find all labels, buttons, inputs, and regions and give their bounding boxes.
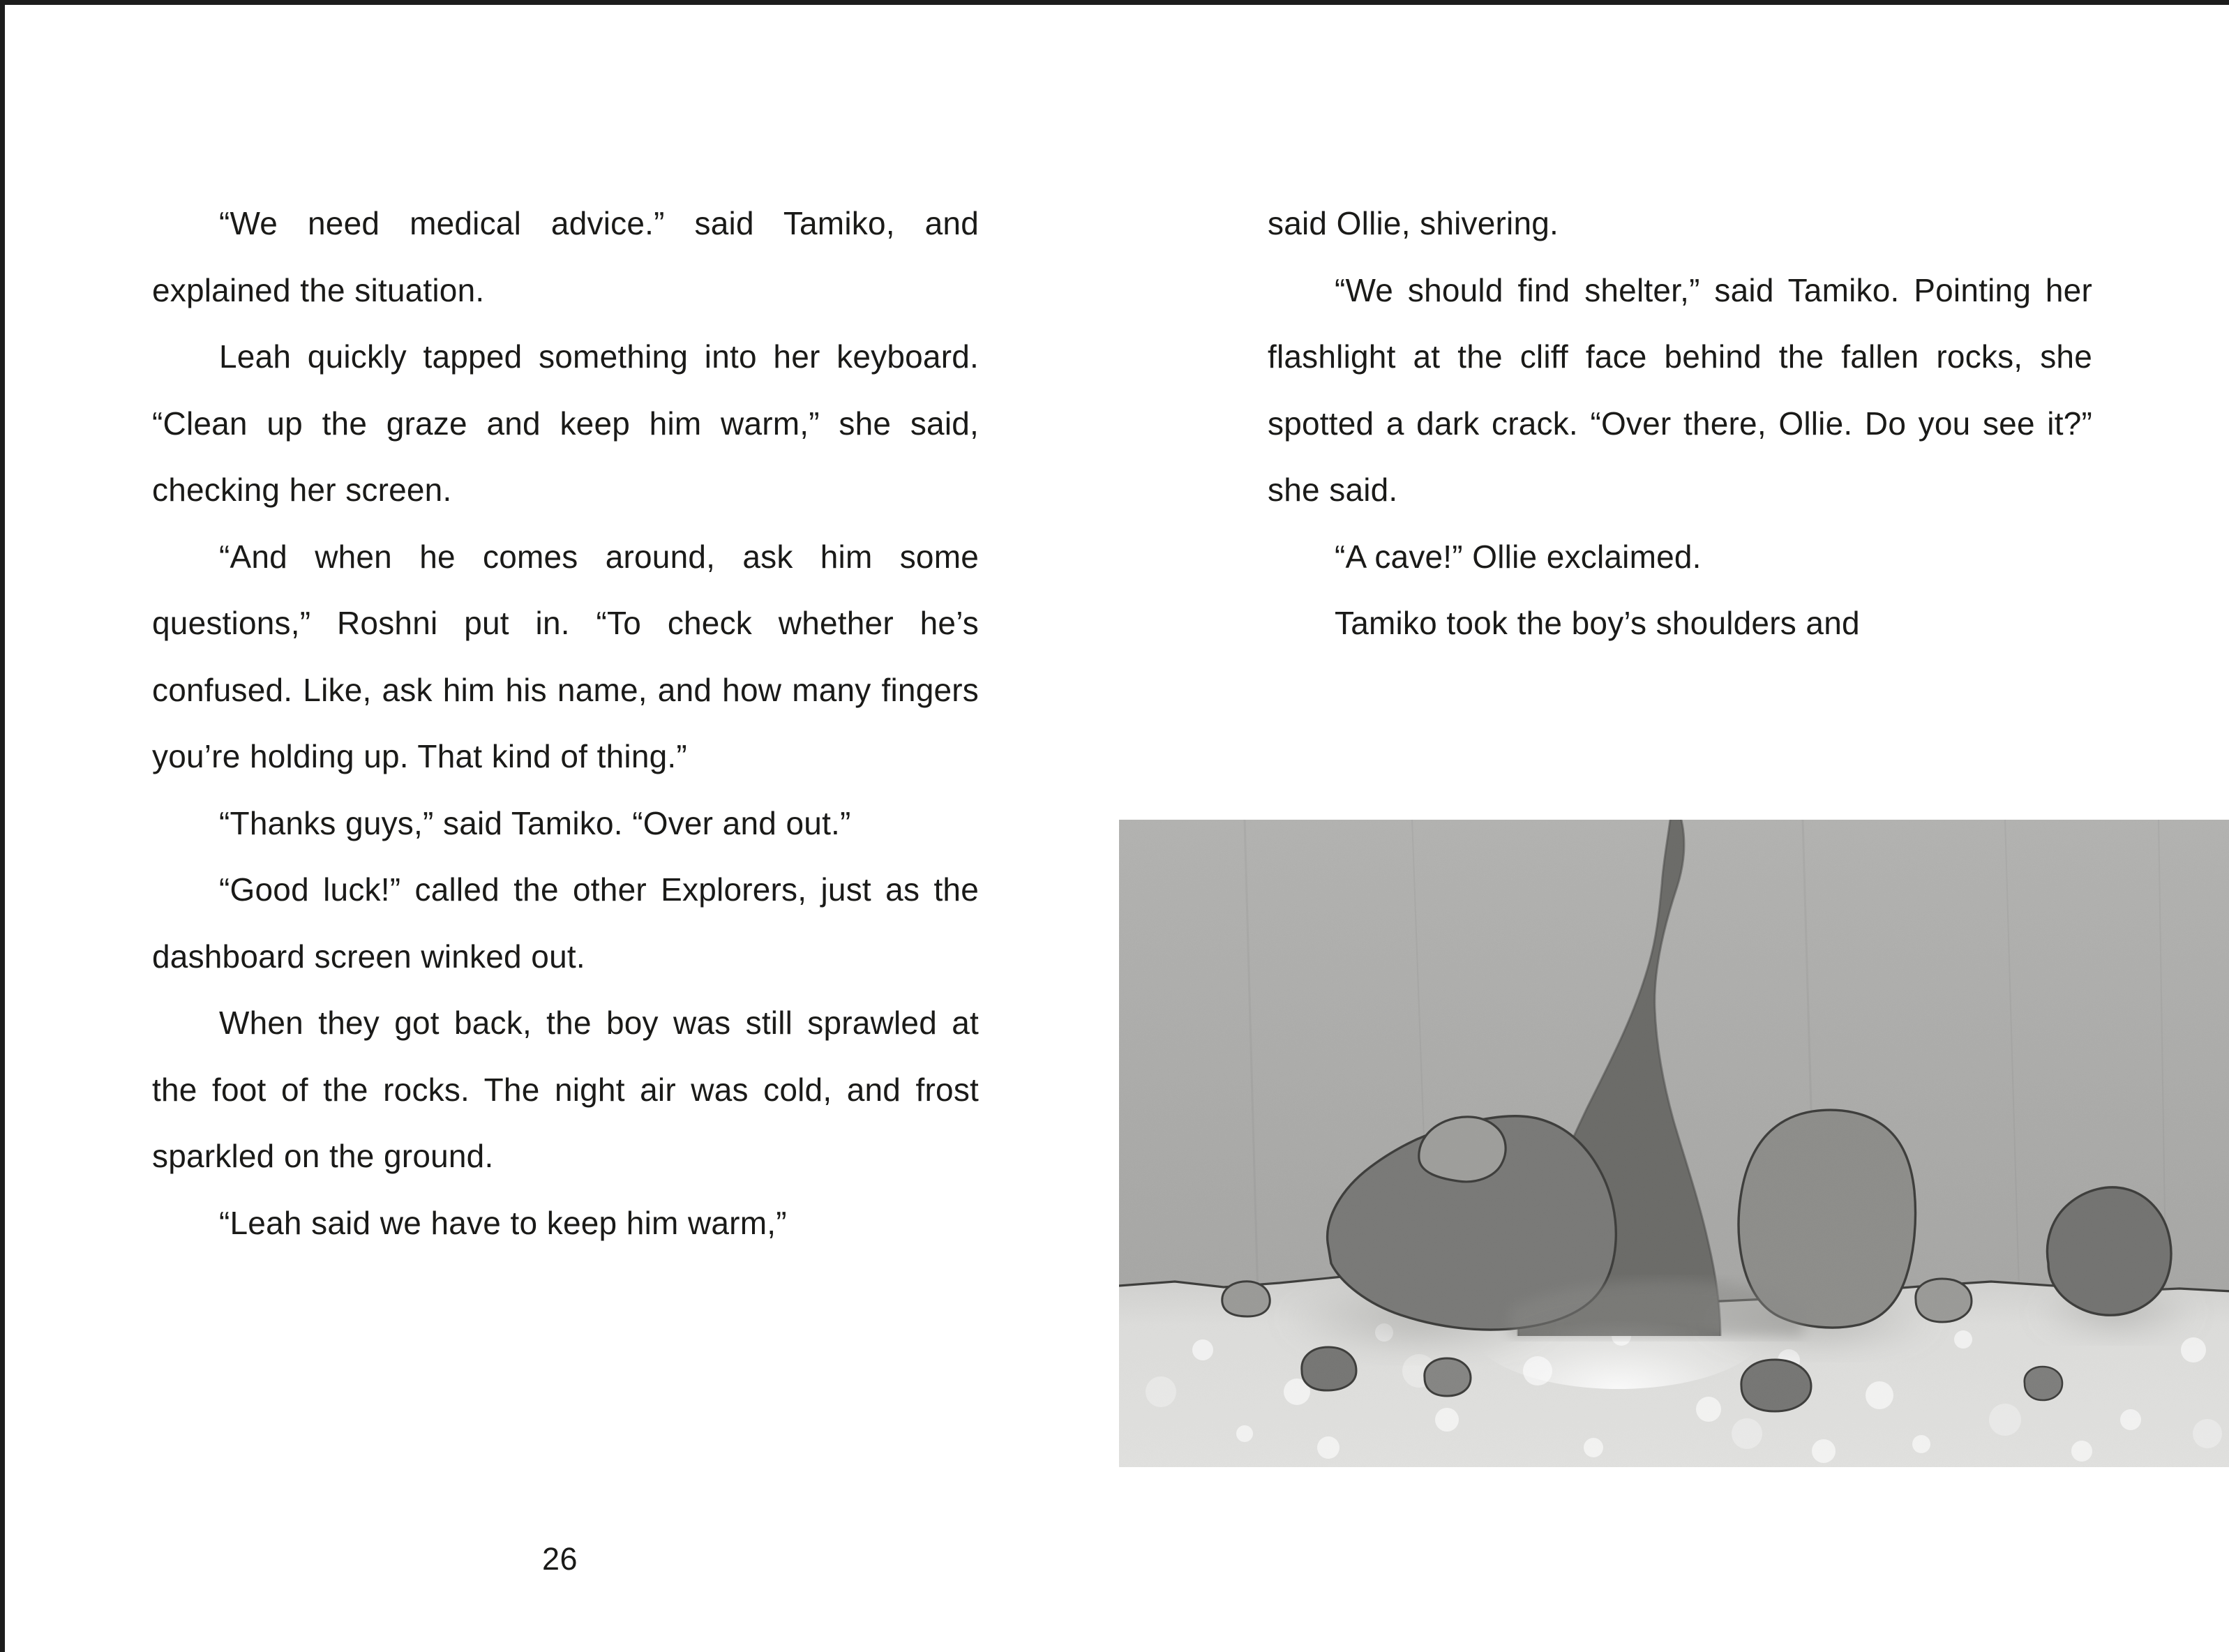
paragraph: When they got back, the boy was still sprawled at the foot of the rocks. The night air was cold, and frost sparkled on the ground. xyxy=(152,1005,979,1174)
paragraph: “We should find shelter,” said Tamiko. Pointing her flashlight at the cliff face behind the fallen rocks, she spotted a dark crack. “Over there, Ollie. Do you see it?” she said. xyxy=(1268,271,2092,508)
illustration-svg xyxy=(1119,820,2229,1467)
right-text-column xyxy=(1268,190,2092,657)
paragraph: Tamiko took the boy’s shoulders and xyxy=(1335,605,1860,641)
paragraph: Leah quickly tapped something into her keyboard. “Clean up the graze and keep him warm,” she said, checking her screen. xyxy=(152,338,979,508)
paragraph: “We need medical advice.” said Tamiko, and explained the situation. xyxy=(152,205,979,308)
paragraph: “A cave!” Ollie exclaimed. xyxy=(1335,538,1702,575)
cliff-cave-illustration xyxy=(1119,820,2229,1467)
page-number: 26 xyxy=(542,1541,578,1577)
paragraph: “Thanks guys,” said Tamiko. “Over and out.” xyxy=(219,804,851,841)
paragraph: “Good luck!” called the other Explorers, just as the dashboard screen winked out. xyxy=(152,871,979,975)
paragraph: “Leah said we have to keep him warm,” xyxy=(219,1204,787,1241)
paragraph-continuation: said Ollie, shivering. xyxy=(1268,205,1559,241)
paragraph: “And when he comes around, ask him some questions,” Roshni put in. “To check whether he’s confused. Like, ask him his name, and how many fingers you’re holding up. That kind of thing.” xyxy=(152,538,979,774)
left-text-column xyxy=(152,190,979,1256)
